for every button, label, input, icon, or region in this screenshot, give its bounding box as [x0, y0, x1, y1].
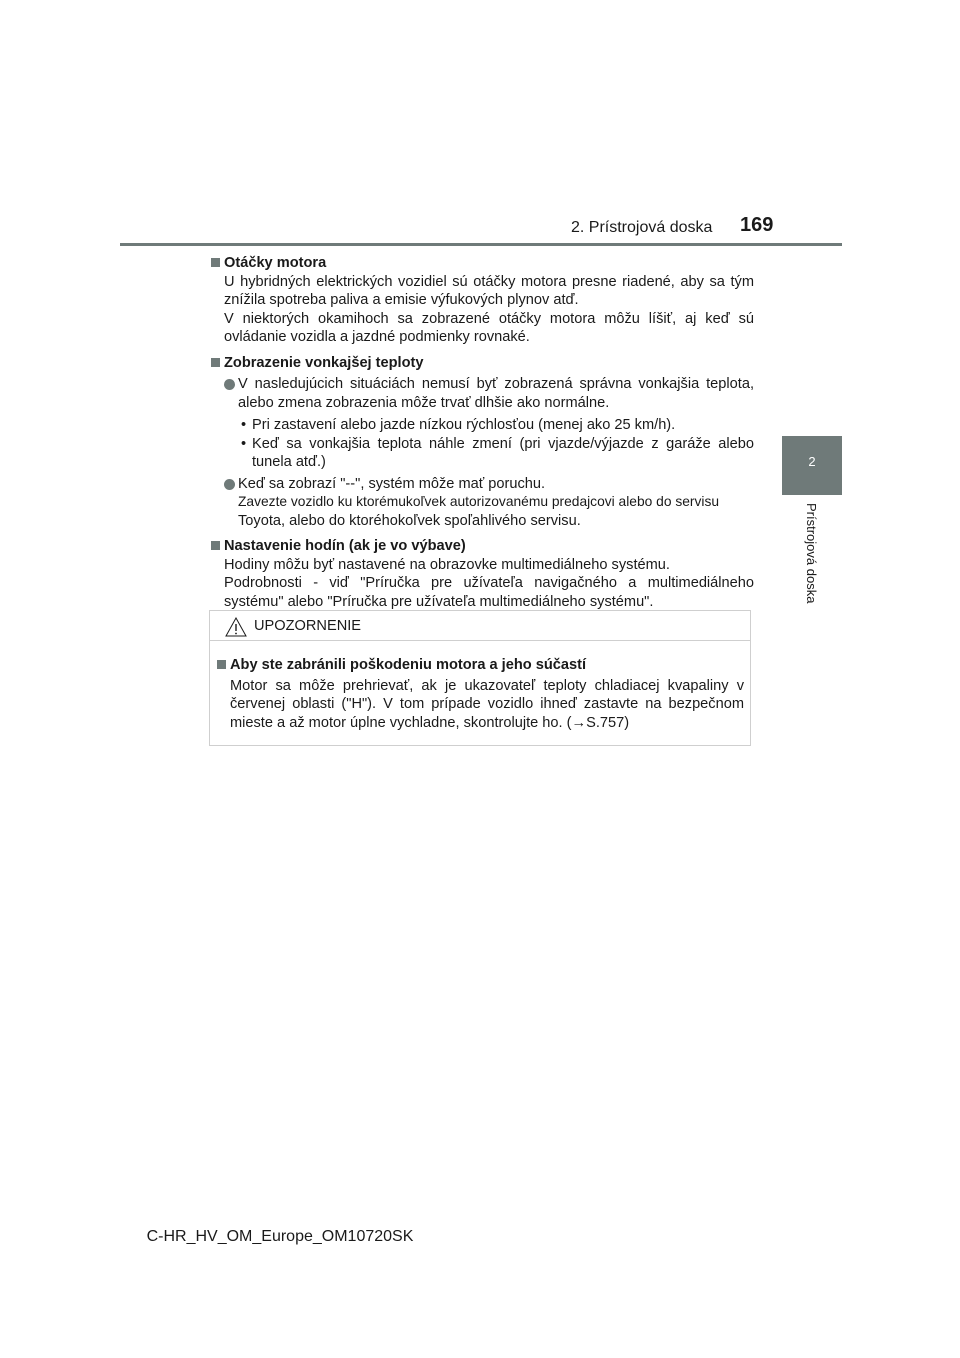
paragraph: U hybridných elektrických vozidiel sú otáčky motora presne riadené, aby sa tým znížila spotreba paliva a emisie výfukových plynov atď. — [224, 273, 754, 308]
section-heading — [209, 354, 754, 373]
bullet-text: V nasledujúcich situáciách nemusí byť zobrazená správna vonkajšia teplota, alebo zmena zobrazenia môže trvať dlhšie ako normálne. — [238, 376, 754, 411]
header-divider — [120, 243, 842, 246]
page-number: 169 — [740, 214, 774, 236]
footer-document-code: C-HR_HV_OM_Europe_OM10720SK — [146, 1228, 414, 1245]
paragraph: V niektorých okamihoch sa zobrazené otáčky motora môžu líšiť, aj keď sú ovládanie vozidla a jazdné podmienky rovnaké. — [224, 310, 754, 345]
bullet-item — [209, 375, 754, 412]
paragraph: Podrobnosti - viď "Príručka pre užívateľa navigačného a multimediálneho systému" alebo "Príručka pre užívateľa multimediálneho systému". — [224, 575, 754, 610]
dot-marker-icon: • — [241, 417, 247, 433]
dot-marker-icon: • — [241, 435, 247, 452]
section-heading-text: Otáčky motora — [224, 255, 327, 271]
section-heading-text: Nastavenie hodín (ak je vo výbave) — [224, 538, 466, 554]
bullet-text: Keď sa zobrazí "--", systém môže mať poruchu. — [238, 475, 546, 492]
warning-subtitle — [216, 656, 744, 675]
section-heading-text: Zobrazenie vonkajšej teploty — [224, 354, 424, 371]
square-bullet-icon — [217, 660, 226, 669]
paragraph: Hodiny môžu byť nastavené na obrazovke multimediálneho systému. — [224, 556, 670, 573]
chapter-side-label-text: Prístrojová doska — [804, 503, 819, 604]
chapter-tab[interactable] — [782, 436, 842, 495]
section-heading — [209, 254, 754, 273]
warning-box — [209, 610, 751, 746]
warning-title: UPOZORNENIE — [254, 618, 362, 634]
square-bullet-icon — [211, 541, 220, 550]
bullet-continuation: Toyota, alebo do ktoréhokoľvek spoľahlivého servisu. — [238, 512, 581, 529]
sub-bullet-text: Keď sa vonkajšia teplota náhle zmení (pri vjazde/výjazde z garáže alebo tunela atď.) — [252, 435, 754, 470]
circle-bullet-icon — [224, 379, 235, 390]
chapter-tab-number: 2 — [808, 454, 816, 469]
main-content — [209, 254, 754, 611]
warning-triangle-icon — [225, 617, 247, 637]
warning-header — [210, 611, 750, 641]
sub-bullet-item — [209, 416, 754, 435]
header-section-title: 2. Prístrojová doska — [571, 219, 713, 236]
square-bullet-icon — [211, 358, 220, 367]
warning-body — [210, 641, 750, 732]
circle-bullet-icon — [224, 479, 235, 490]
sub-bullet-text: Pri zastavení alebo jazde nízkou rýchlosťou (menej ako 25 km/h). — [252, 417, 676, 433]
warning-text: Motor sa môže prehrievať, ak je ukazovateľ teploty chladiacej kvapaliny v červenej oblasti ("H"). V tom prípade vozidlo ihneď zastavte na bezpečnom mieste a až motor úplne vychladne, skontrolujte ho. (→S.757) — [230, 677, 744, 731]
square-bullet-icon — [211, 258, 220, 267]
section-heading — [209, 537, 754, 556]
warning-subtitle-text: Aby ste zabránili poškodeniu motora a jeho súčastí — [230, 657, 587, 673]
sub-bullet-item — [209, 435, 754, 472]
bullet-item — [209, 475, 754, 494]
bullet-continuation: Zavezte vozidlo ku ktorémukoľvek autorizovanému predajcovi alebo do servisu — [238, 494, 720, 509]
chapter-side-label — [804, 503, 824, 623]
